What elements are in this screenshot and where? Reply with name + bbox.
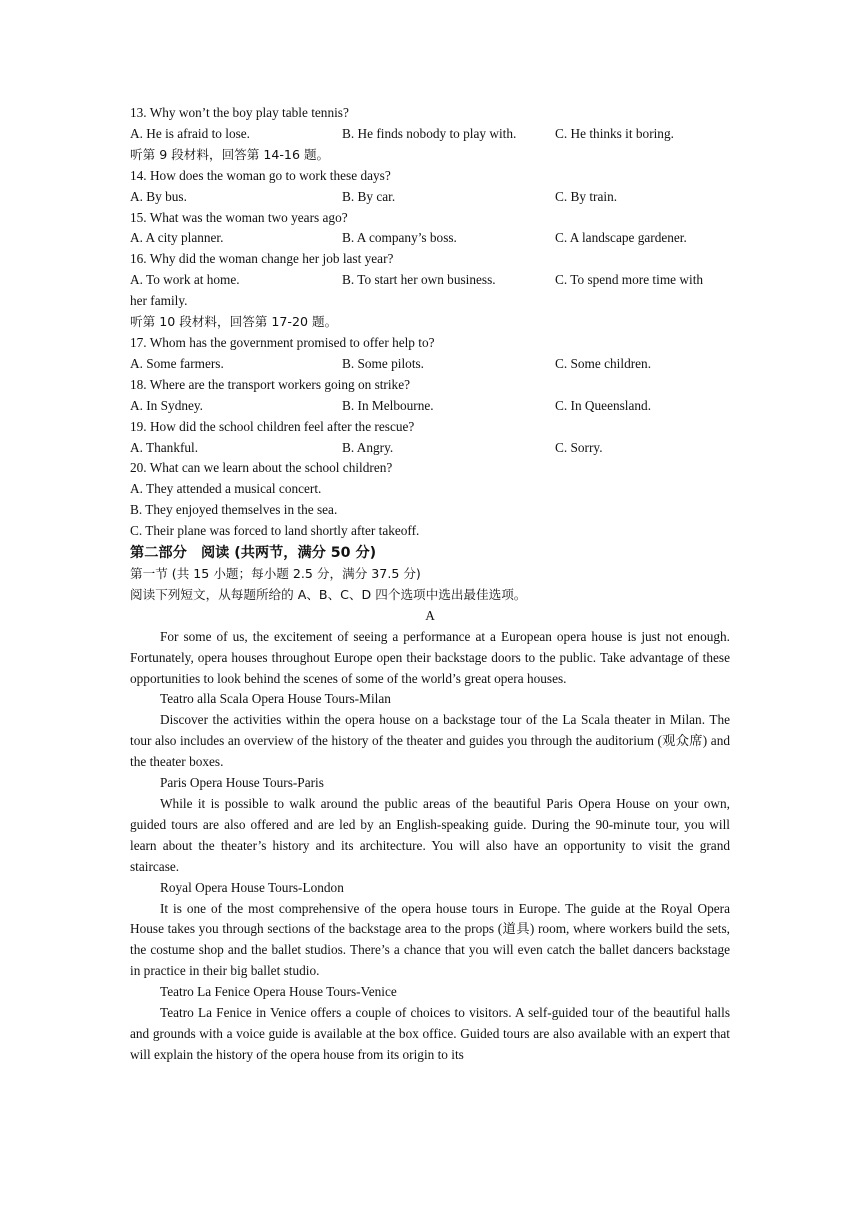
- question-17: 17. Whom has the government promised to offer help to?: [130, 334, 435, 350]
- option-15-c: C. A landscape gardener.: [555, 230, 687, 246]
- option-13-b: B. He finds nobody to play with.: [342, 125, 517, 141]
- options-16: [130, 270, 730, 291]
- question-15: 15. What was the woman two years ago?: [130, 209, 348, 225]
- tour-text-london: It is one of the most comprehensive of the opera house tours in Europe. The guide at the Royal Opera House takes you through sections of the backstage area to the props (道具) room, where workers build the sets, the costume shop and the ballet studios. There’s a chance that you will even catch the ballet dancers backstage in practice in their big ballet studio.: [130, 900, 730, 979]
- question-16: 16. Why did the woman change her job last year?: [130, 251, 394, 267]
- tour-title-paris: Paris Opera House Tours-Paris: [160, 775, 324, 791]
- option-15-b: B. A company’s boss.: [342, 230, 457, 246]
- tour-title-london: Royal Opera House Tours-London: [160, 879, 344, 895]
- tour-text-milan: Discover the activities within the opera house on a backstage tour of the La Scala theater in Milan. The tour also includes an overview of the history of the theater and guides you through the auditorium (观众席) and the theater boxes.: [130, 712, 730, 770]
- option-13-a: A. He is afraid to lose.: [130, 125, 251, 141]
- option-20-a: A. They attended a musical concert.: [130, 481, 322, 497]
- question-20: 20. What can we learn about the school children?: [130, 460, 393, 476]
- option-14-a: A. By bus.: [130, 188, 187, 204]
- option-19-a: A. Thankful.: [130, 439, 199, 455]
- option-18-a: A. In Sydney.: [130, 397, 204, 413]
- option-18-b: B. In Melbourne.: [342, 397, 434, 413]
- section-one-title: 第一节 (共 15 小题；每小题 2.5 分，满分 37.5 分): [130, 566, 421, 582]
- option-13-c: C. He thinks it boring.: [555, 125, 674, 141]
- options-15: [130, 228, 730, 249]
- passage-intro: For some of us, the excitement of seeing a performance at a European opera house is just not enough. Fortunately, opera houses throughout Europe open their backstage doors to the public. Take advantage of these opportunities to look behind the scenes of some of the world’s great opera houses.: [130, 628, 730, 686]
- instruction-section-9: 听第 9 段材料，回答第 14-16 题。: [130, 146, 330, 162]
- option-16-b: B. To start her own business.: [342, 272, 496, 288]
- passage-label: A: [425, 607, 435, 623]
- option-20-b: B. They enjoyed themselves in the sea.: [130, 502, 338, 518]
- options-14: [130, 187, 730, 208]
- option-15-a: A. A city planner.: [130, 230, 224, 246]
- instruction-section-10: 听第 10 段材料，回答第 17-20 题。: [130, 314, 338, 330]
- option-16-c: C. To spend more time with: [555, 272, 704, 288]
- option-14-b: B. By car.: [342, 188, 396, 204]
- question-14: 14. How does the woman go to work these days?: [130, 167, 391, 183]
- option-17-b: B. Some pilots.: [342, 355, 425, 371]
- question-13: 13. Why won’t the boy play table tennis?: [130, 105, 349, 120]
- option-16-a: A. To work at home.: [130, 272, 240, 288]
- tour-text-paris: While it is possible to walk around the public areas of the beautiful Paris Opera House on your own, guided tours are also offered and are led by an English-speaking guide. During the 90-minute tour, you will learn about the theater’s history and its architecture. You will also have an opportunity to visit the grand staircase.: [130, 796, 730, 874]
- option-19-c: C. Sorry.: [555, 439, 603, 455]
- option-17-a: A. Some farmers.: [130, 355, 224, 371]
- option-20-c: C. Their plane was forced to land shortly after takeoff.: [130, 523, 420, 539]
- question-19: 19. How did the school children feel after the rescue?: [130, 418, 415, 434]
- exam-page: [130, 103, 730, 1066]
- part-two-title: 第二部分 阅读 (共两节，满分 50 分): [130, 545, 377, 562]
- options-13: [130, 124, 730, 145]
- options-18: [130, 396, 730, 417]
- option-14-c: C. By train.: [555, 188, 618, 204]
- tour-title-venice: Teatro La Fenice Opera House Tours-Venice: [160, 984, 397, 1000]
- tour-text-venice: Teatro La Fenice in Venice offers a couple of choices to visitors. A self-guided tour of the beautiful halls and grounds with a voice guide is available at the box office. Guided tours are also available with an expert that will explain the history of the opera house from its origin to its: [130, 1005, 730, 1062]
- option-19-b: B. Angry.: [342, 439, 394, 455]
- option-16-c-continued: her family.: [130, 293, 188, 309]
- option-18-c: C. In Queensland.: [555, 397, 652, 413]
- option-17-c: C. Some children.: [555, 355, 652, 371]
- options-19: [130, 438, 730, 459]
- tour-title-milan: Teatro alla Scala Opera House Tours-Milan: [160, 691, 391, 707]
- options-17: [130, 354, 730, 375]
- reading-instruction: 阅读下列短文，从每题所给的 A、B、C、D 四个选项中选出最佳选项。: [130, 586, 527, 602]
- question-18: 18. Where are the transport workers going on strike?: [130, 376, 411, 392]
